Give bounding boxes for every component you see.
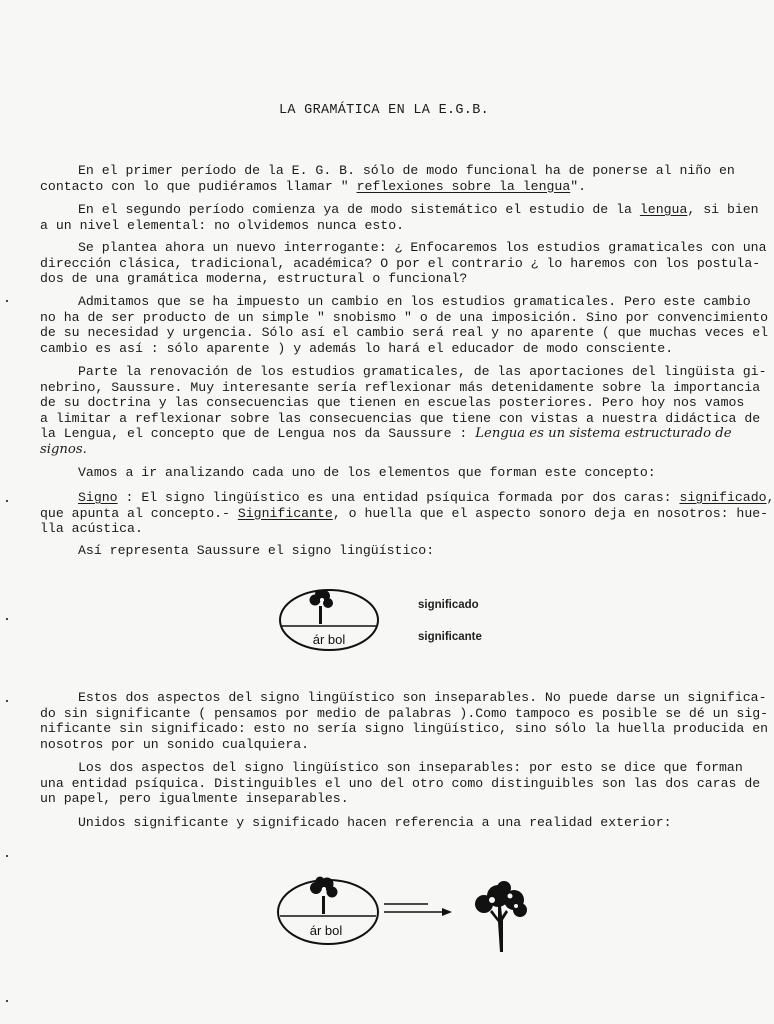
text-line: de su doctrina y las consecuencias que tienen en escuelas posteriores. Pero hoy nos vamos — [40, 395, 745, 411]
sign-diagram — [270, 582, 390, 662]
text-line: a limitar a reflexionar sobre las consecuencias que tiene con vistas a nuestra didáctica de — [40, 410, 761, 426]
text-line: Signo : El signo lingüístico es una entidad psíquica formada por dos caras: significado, — [78, 490, 774, 505]
paragraph-6 — [40, 465, 752, 481]
paragraph-10 — [40, 760, 761, 807]
underlined-term: lengua — [639, 202, 688, 217]
paragraph-7 — [40, 490, 774, 537]
reference-diagram — [272, 862, 552, 962]
text-line: nosotros por un sonido cualquiera. — [40, 736, 310, 752]
paragraph-9 — [40, 690, 769, 752]
text-line: Unidos significante y significado hacen referencia a una realidad exterior: — [78, 815, 672, 830]
page-title: LA GRAMÁTICA EN LA E.G.B. — [278, 103, 490, 118]
scan-speck — [6, 300, 8, 302]
significado-label: significado — [418, 599, 479, 611]
paragraph-1 — [40, 163, 752, 194]
paragraph-3 — [40, 240, 767, 287]
sign-word: ár bol — [309, 923, 343, 938]
text-line — [40, 442, 752, 458]
text-line: que apunta al concepto.- Significante, o huella que el aspecto sonoro deja en nosotros: hue- — [40, 505, 769, 521]
italic-definition: Lengua es un sistema estructurado de — [475, 426, 732, 442]
text-line: Parte la renovación de los estudios gramaticales, de las aportaciones del lingüista gi- — [78, 364, 767, 379]
text-line: no ha de ser producto de un simple " snobismo " o de una imposición. Sino por convencimiento — [40, 309, 769, 325]
text-line: un papel, pero igualmente inseparables. — [40, 791, 349, 807]
text-line: contacto con lo que pudiéramos llamar " reflexiones sobre la lengua". — [40, 178, 587, 194]
scan-speck — [6, 855, 8, 857]
text-line: En el primer período de la E. G. B. sólo de modo funcional ha de ponerse al niño en — [78, 163, 735, 178]
text-line: Así representa Saussure el signo lingüístico: — [78, 543, 435, 558]
scan-speck — [6, 1000, 8, 1002]
tree-icon — [310, 590, 334, 624]
significante-label: significante — [418, 631, 482, 643]
text-line: Los dos aspectos del signo lingüístico son inseparables: por esto se dice que forman — [78, 760, 743, 775]
real-tree-icon — [475, 881, 527, 952]
sign-word: ár bol — [312, 632, 346, 647]
text-line: dirección clásica, tradicional, académica? O por el contrario ¿ lo haremos con los postula- — [40, 255, 761, 271]
text-line: dos de una gramática moderna, estructural o funcional? — [40, 271, 468, 287]
underlined-term: Significante — [237, 505, 333, 521]
text-line: Vamos a ir analizando cada uno de los elementos que forman este concepto: — [78, 465, 656, 480]
paragraph-11 — [40, 815, 752, 831]
text-line: nificante sin significado: esto no sería signo lingüístico, sino sólo la huella producida en — [40, 721, 769, 737]
underlined-term: reflexiones sobre la lengua — [356, 178, 571, 194]
underlined-term: Signo — [78, 490, 118, 505]
paragraph-4 — [40, 294, 769, 356]
text-line: lla acústica. — [40, 521, 143, 537]
text-line: Estos dos aspectos del signo lingüístico son inseparables. No puede darse un significa- — [78, 690, 767, 705]
text-line: nebrino, Saussure. Muy interesante sería reflexionar más detenidamente sobre la importancia — [40, 379, 761, 395]
text-line: Admitamos que se ha impuesto un cambio en los estudios gramaticales. Pero este cambio — [78, 294, 751, 309]
scan-speck — [6, 500, 8, 502]
text-line: Se plantea ahora un nuevo interrogante: ¿ Enfocaremos los estudios gramaticales con una — [78, 240, 767, 255]
text-line: do sin significante ( pensamos por medio de palabras ).Como tampoco es posible se dé un sig- — [40, 705, 769, 721]
text-line: a un nivel elemental: no olvidemos nunca esto. — [40, 217, 405, 233]
paragraph-5 — [40, 364, 767, 458]
text-line: En el segundo período comienza ya de modo sistemático el estudio de la lengua, si bien — [78, 202, 759, 217]
scan-speck — [6, 700, 8, 702]
text-line: una entidad psíquica. Distinguibles el uno del otro como distinguibles son las dos caras de — [40, 775, 761, 791]
underlined-term: significado — [679, 490, 767, 505]
text-line: la Lengua, el concepto que de Lengua nos da Saussure : Lengua es un sistema estructurado de — [40, 426, 732, 442]
text-line: de su necesidad y urgencia. Sólo así el cambio será real y no aparente ( que muchas veces el — [40, 325, 769, 341]
paragraph-8 — [40, 543, 752, 559]
arrow-icon — [384, 904, 452, 916]
text-line: cambio es así : sólo aparente ) y además lo hará el educador de modo consciente. — [40, 340, 674, 356]
paragraph-2 — [40, 202, 759, 233]
italic-definition: signos. — [40, 441, 87, 457]
scan-speck — [6, 618, 8, 620]
